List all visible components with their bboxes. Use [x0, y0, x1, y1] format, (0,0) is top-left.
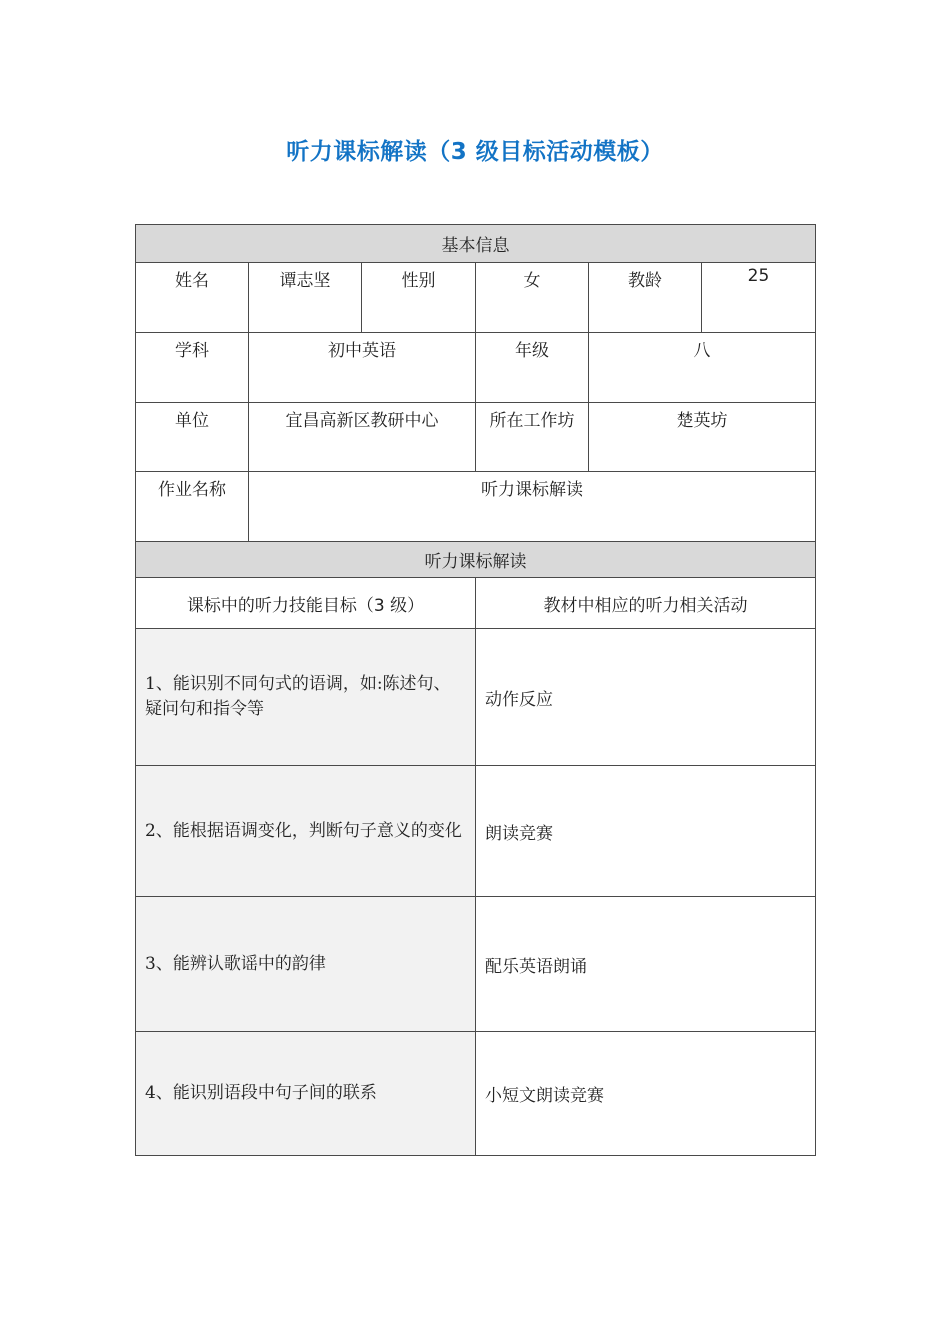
listening-section-header: 听力课标解读 [136, 542, 816, 578]
studio-label: 所在工作坊 [476, 403, 589, 472]
subject-value: 初中英语 [249, 333, 476, 403]
page-title: 听力课标解读（3 级目标活动模板） [286, 139, 664, 165]
table-row [136, 897, 816, 1032]
unit-value: 宜昌高新区教研中心 [249, 403, 476, 472]
assignment-value: 听力课标解读 [249, 472, 816, 542]
basic-info-header: 基本信息 [136, 225, 816, 263]
goal-column-header: 课标中的听力技能目标（3 级） [136, 578, 476, 629]
gender-label: 性别 [362, 263, 476, 333]
info-form-table [135, 224, 816, 1156]
grade-value: 八 [589, 333, 816, 403]
grade-label: 年级 [476, 333, 589, 403]
goal-cell: 1、能识别不同句式的语调，如:陈述句、疑问句和指令等 [136, 629, 476, 766]
teaching-years-label: 教龄 [589, 263, 702, 333]
activity-cell: 动作反应 [476, 629, 816, 766]
activity-column-header: 教材中相应的听力相关活动 [476, 578, 816, 629]
activity-cell: 朗读竞赛 [476, 766, 816, 897]
unit-label: 单位 [136, 403, 249, 472]
activity-cell: 配乐英语朗诵 [476, 897, 816, 1032]
teaching-years-value: 25 [702, 263, 816, 333]
goal-cell: 2、能根据语调变化，判断句子意义的变化 [136, 766, 476, 897]
table-row [136, 1032, 816, 1156]
name-label: 姓名 [136, 263, 249, 333]
table-row [136, 766, 816, 897]
subject-label: 学科 [136, 333, 249, 403]
assignment-label: 作业名称 [136, 472, 249, 542]
activity-cell: 小短文朗读竞赛 [476, 1032, 816, 1156]
goal-cell: 4、能识别语段中句子间的联系 [136, 1032, 476, 1156]
studio-value: 楚英坊 [589, 403, 816, 472]
goal-cell: 3、能辨认歌谣中的韵律 [136, 897, 476, 1032]
gender-value: 女 [476, 263, 589, 333]
table-row [136, 629, 816, 766]
name-value: 谭志坚 [249, 263, 362, 333]
